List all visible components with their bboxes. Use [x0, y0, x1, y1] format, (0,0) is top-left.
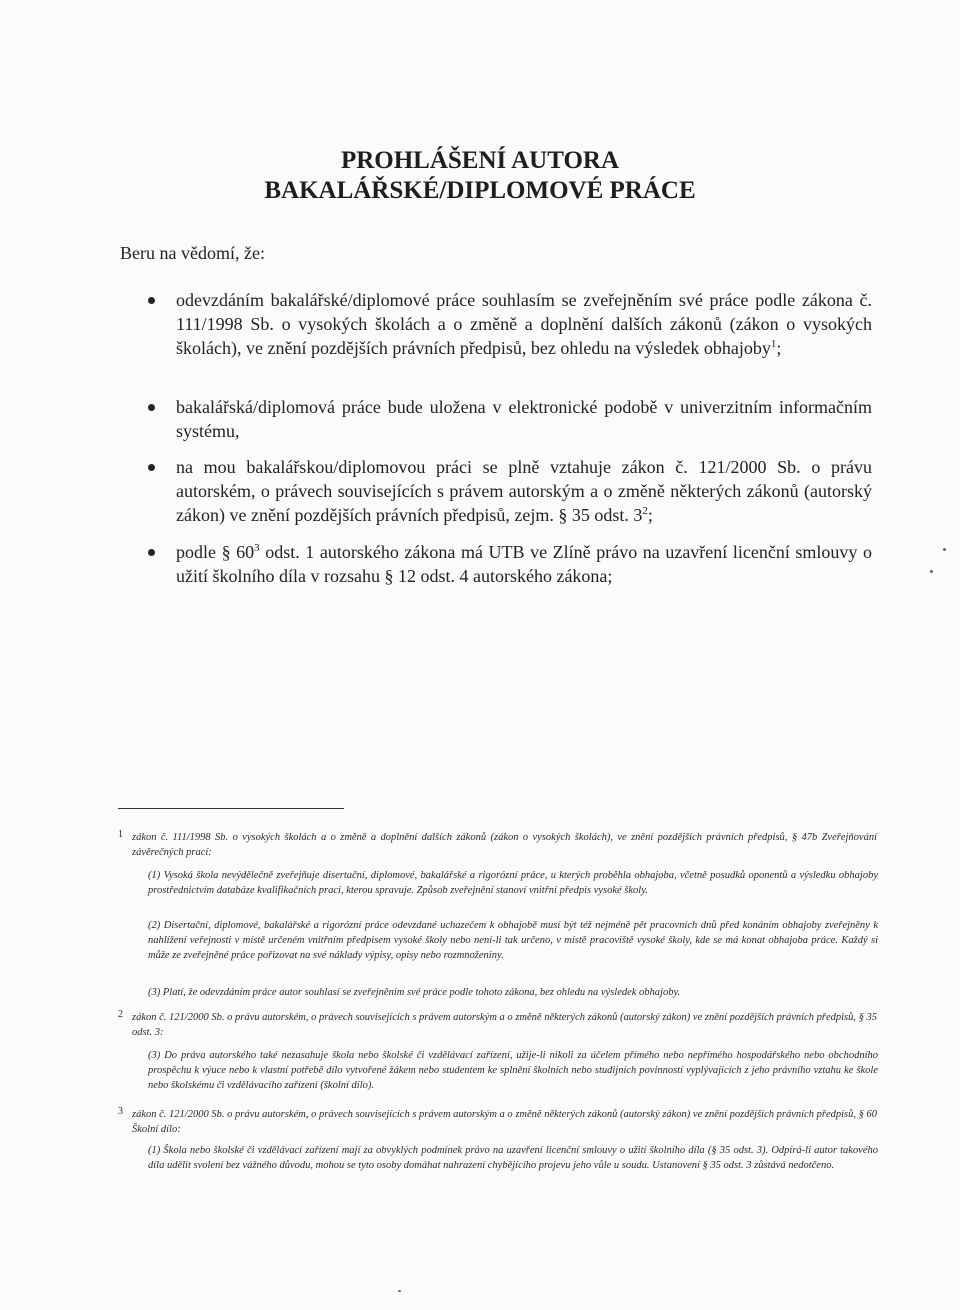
footnote-separator [118, 808, 344, 809]
bullet-dot [148, 464, 155, 471]
footnote-1-paragraph-3: (3) Platí, že odevzdáním práce autor souhlasí se zveřejněním své práce podle tohoto zákona, bez ohledu na výsledek obhajoby. [148, 987, 681, 998]
bullet-text: na mou bakalářskou/diplomovou práci se plně vztahuje zákon č. 121/2000 Sb. o právu autorském, o právech souvisejících s právem autorským a o změně některých zákonů (autorský zákon) ve znění pozdějších právních předpisů, zejm. § 35 odst. 3 [176, 457, 872, 525]
footnote-1-paragraph-1: (1) Vysoká škola nevýdělečně zveřejňuje disertační, diplomové, bakalářské a rigorózní práce, u kterých proběhla obhajoba, včetně posudků oponentů a výsledku obhajoby prostřednictvím databáze kvalifikačních prací, kterou spravuje. Způsob zveřejnění stanoví vnitřní předpis vysoké školy. [148, 870, 878, 896]
list-item [148, 288, 872, 360]
bullet-tail: ; [776, 338, 782, 358]
scan-speck [930, 570, 933, 573]
footnote-1 [118, 829, 877, 860]
footnote-number: 1 [118, 829, 123, 840]
bullet-dot [148, 549, 155, 556]
bullet-dot [148, 297, 155, 304]
list-item [148, 540, 872, 588]
footnote-ref: 1 [770, 338, 777, 350]
title-line-2: BAKALÁŘSKÉ/DIPLOMOVÉ PRÁCE [264, 177, 696, 204]
footnote-number: 2 [118, 1009, 123, 1020]
footnote-2-paragraph-1: (3) Do práva autorského také nezasahuje škola nebo školské či vzdělávací zařízení, užije-li nikoli za účelem přímého nebo nepřímého hospodářského nebo obchodního prospěchu k výuce nebo k vlastní potřebě dílo vytvořené žákem nebo studentem ke splnění školních nebo studijních povinností vyplývajících z jeho právního vztahu ke škole nebo školskému či vzdělávacího zařízení (školní dílo). [148, 1050, 878, 1091]
footnote-ref: 2 [642, 505, 648, 517]
bullet-text-cont: odst. 1 autorského zákona má UTB ve Zlíně právo na uzavření licenční smlouvy o užití školního díla v rozsahu § 12 odst. 4 autorského zákona; [176, 542, 872, 586]
footnote-head: zákon č. 111/1998 Sb. o vysokých školách a o změně a doplnění dalších zákonů (zákon o vysokých školách), ve znění pozdějších právních předpisů, § 47b Zveřejňování závěrečných prací: [132, 832, 877, 858]
scan-speck [943, 548, 946, 551]
footnote-ref: 3 [254, 542, 260, 554]
scan-speck [398, 1290, 401, 1292]
title-line-1: PROHLÁŠENÍ AUTORA [340, 147, 620, 174]
list-item [148, 395, 872, 443]
footnote-head: zákon č. 121/2000 Sb. o právu autorském, o právech souvisejících s právem autorským a o změně některých zákonů (autorský zákon) ve znění pozdějších právních předpisů, § 60 Školní dílo: [132, 1109, 877, 1135]
footnote-3 [118, 1106, 877, 1137]
footnote-3-paragraph-1: (1) Škola nebo školské či vzdělávací zařízení mají za obvyklých podmínek právo na uzavření licenční smlouvy o užití školního díla (§ 35 odst. 3). Odpírá-li autor takového díla udělit svolení bez vážného důvodu, mohou se tyto osoby domáhat nahrazení chybějícího projevu jeho vůle u soudu. Ustanovení § 35 odst. 3 zůstává nedotčeno. [148, 1145, 878, 1171]
list-item [148, 455, 872, 527]
footnote-2 [118, 1009, 877, 1040]
footnote-head: zákon č. 121/2000 Sb. o právu autorském, o právech souvisejících s právem autorským a o změně některých zákonů (autorský zákon) ve znění pozdějších právních předpisů, § 35 odst. 3: [132, 1012, 877, 1038]
footnote-number: 3 [118, 1106, 123, 1117]
footnote-1-paragraph-2: (2) Disertační, diplomové, bakalářské a rigorózní práce odevzdané uchazečem k obhajobě musí být též nejméně pět pracovních dnů před konáním obhajoby zveřejněny k nahlížení veřejnosti v místě určeném vnitřním předpisem vysoké školy nebo není-li tak určeno, v místě pracoviště vysoké školy, kde se má konat obhajoba práce. Každý si může ze zveřejněné práce pořizovat na své náklady výpisy, opisy nebo rozmnoženiny. [148, 920, 878, 961]
bullet-text: odevzdáním bakalářské/diplomové práce souhlasím se zveřejněním své práce podle zákona č. 111/1998 Sb. o vysokých školách a o změně a doplnění dalších zákonů (zákon o vysokých školách), ve znění pozdějších právních předpisů, bez ohledu na výsledek obhajoby [176, 290, 872, 358]
bullet-tail: ; [647, 505, 653, 525]
bullet-dot [148, 404, 155, 411]
bullet-text: bakalářská/diplomová práce bude uložena v elektronické podobě v univerzitním informačním systému, [176, 397, 872, 441]
bullet-text: podle § 60 [176, 542, 255, 562]
intro-text: Beru na vědomí, že: [120, 243, 265, 263]
